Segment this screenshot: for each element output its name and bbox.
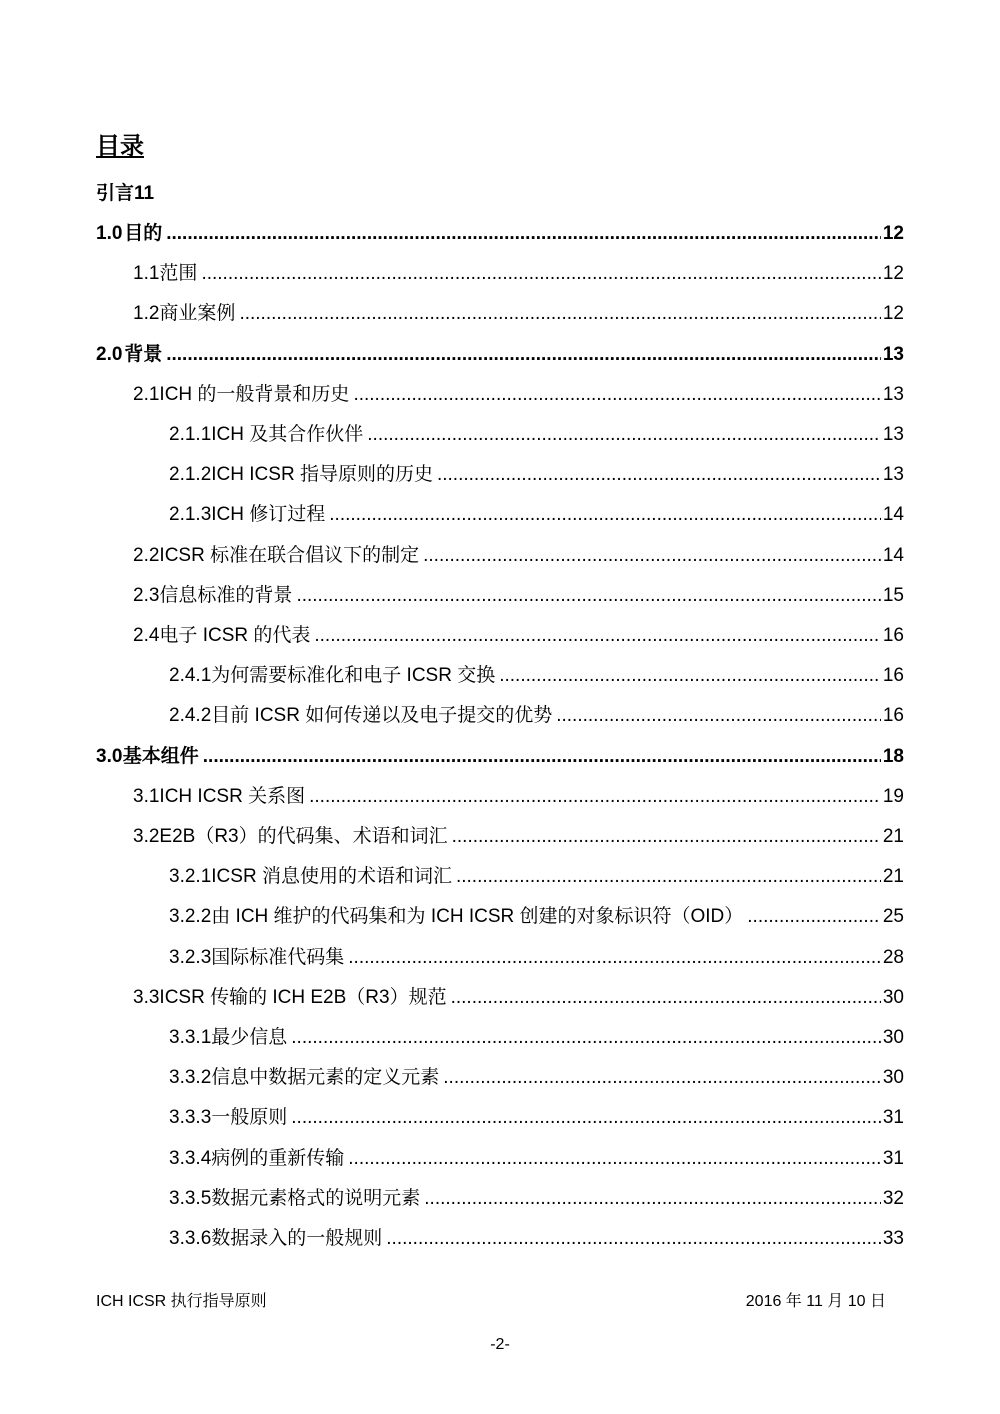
toc-entry[interactable] (133, 622, 904, 650)
toc-dot-leader (166, 220, 881, 248)
toc-dot-leader (348, 1145, 881, 1173)
toc-entry[interactable] (169, 1024, 904, 1052)
toc-entry-page: 12 (882, 223, 904, 244)
toc-entry-number: 3.3.2 (169, 1067, 212, 1089)
toc-entry[interactable] (133, 984, 904, 1012)
toc-entry-number: 3.2.1 (169, 866, 212, 888)
toc-dot-leader (309, 783, 881, 811)
toc-entry[interactable] (96, 220, 904, 248)
toc-dot-leader (329, 501, 881, 529)
toc-intro: 引言11 (96, 183, 155, 204)
toc-dot-leader (452, 823, 881, 851)
toc-title: 目录 (96, 133, 144, 160)
toc-entry[interactable] (169, 702, 904, 730)
toc-entry-page: 16 (882, 665, 904, 687)
toc-entry-number: 2.2 (133, 544, 160, 566)
toc-entry[interactable] (133, 542, 904, 570)
toc-entry-page: 13 (882, 464, 904, 486)
toc-entry-number: 3.3.6 (169, 1228, 212, 1249)
toc-dot-leader (747, 903, 881, 931)
toc-entry-number: 2.1.2 (169, 464, 212, 486)
toc-entry-page: 30 (882, 986, 904, 1008)
toc-entry-title: ICH ICSR 指导原则的历史 (211, 464, 433, 486)
footer-document-title: ICH ICSR 执行指导原则 (96, 1293, 267, 1310)
toc-entry-page: 21 (882, 826, 904, 847)
toc-entry-number: 2.3 (133, 584, 160, 606)
toc-entry-number: 3.3 (133, 986, 160, 1008)
toc-entry-title: 电子 ICSR 的代表 (159, 625, 311, 646)
toc-entry-page: 14 (882, 504, 904, 526)
toc-dot-leader (443, 1064, 881, 1092)
toc-entry-page: 14 (882, 544, 904, 566)
toc-entry[interactable] (169, 903, 904, 931)
toc-entry-number: 1.2 (133, 303, 160, 325)
toc-dot-leader (437, 461, 881, 489)
toc-entry-number: 2.1 (133, 383, 160, 405)
toc-dot-leader (314, 622, 880, 650)
toc-entry-page: 13 (882, 343, 904, 365)
toc-entry-title: ICH 及其合作伙伴 (211, 424, 364, 445)
toc-dot-leader (353, 381, 880, 409)
toc-entry-page: 32 (882, 1187, 904, 1209)
toc-dot-leader (203, 743, 881, 771)
toc-dot-leader (201, 260, 880, 288)
toc-dot-leader (499, 662, 881, 690)
toc-entry-number: 3.3.4 (169, 1147, 212, 1169)
toc-entry-number: 2.1.3 (169, 504, 212, 526)
toc-entry[interactable] (133, 823, 904, 851)
toc-entry-title: ICH ICSR 关系图 (159, 785, 306, 807)
toc-entry-title: ICSR 消息使用的术语和词汇 (211, 866, 452, 888)
toc-entry-page: 12 (882, 263, 904, 285)
toc-entry[interactable] (169, 1185, 904, 1213)
toc-entry[interactable] (169, 662, 904, 690)
toc-entry-title: 信息标准的背景 (159, 584, 293, 606)
toc-entry-page: 19 (882, 785, 904, 807)
toc-entry-title: 数据元素格式的说明元素 (211, 1187, 421, 1209)
toc-entry-number: 3.2 (133, 826, 160, 847)
toc-entry-number: 3.3.1 (169, 1027, 212, 1048)
toc-entry-number: 2.0 (96, 343, 123, 365)
toc-entry-title: ICSR 标准在联合倡议下的制定 (159, 544, 420, 566)
toc-entry-title: 基本组件 (122, 745, 199, 767)
toc-entry-page: 33 (882, 1228, 904, 1249)
toc-dot-leader (166, 341, 881, 369)
toc-entry[interactable] (169, 1145, 904, 1173)
toc-entry-title: 由 ICH 维护的代码集和为 ICH ICSR 创建的对象标识符（OID） (211, 906, 744, 928)
toc-entry-title: 背景 (124, 343, 163, 365)
toc-entry[interactable] (96, 743, 904, 771)
toc-entry-page: 12 (882, 303, 904, 325)
toc-dot-leader (348, 944, 881, 972)
toc-entry-title: 目的 (124, 223, 163, 244)
toc-entry[interactable] (133, 381, 904, 409)
toc-entry-number: 2.1.1 (169, 424, 212, 445)
toc-dot-leader (424, 1185, 881, 1213)
toc-entry[interactable] (169, 421, 904, 449)
toc-entry-page: 18 (882, 745, 904, 767)
toc-entry[interactable] (133, 260, 904, 288)
toc-entry-title: 一般原则 (211, 1107, 288, 1129)
page-number: -2- (490, 1336, 510, 1353)
toc-entry[interactable] (169, 1225, 904, 1253)
toc-entry[interactable] (96, 341, 904, 369)
toc-dot-leader (456, 863, 881, 891)
toc-entry-title: 信息中数据元素的定义元素 (211, 1067, 440, 1089)
toc-entry-title: ICH 修订过程 (211, 504, 326, 526)
toc-entry-number: 3.3.3 (169, 1107, 212, 1129)
toc-entry-page: 25 (882, 906, 904, 928)
toc-entry-title: 为何需要标准化和电子 ICSR 交换 (211, 665, 496, 687)
toc-entry-title: ICSR 传输的 ICH E2B（R3）规范 (159, 986, 447, 1008)
toc-dot-leader (451, 984, 881, 1012)
toc-entry-page: 30 (882, 1067, 904, 1089)
toc-entry-page: 13 (882, 383, 904, 405)
toc-entry[interactable] (169, 1104, 904, 1132)
toc-entry-title: E2B（R3）的代码集、术语和词汇 (159, 826, 448, 847)
toc-entry[interactable] (133, 582, 904, 610)
toc-dot-leader (386, 1225, 881, 1253)
toc-dot-leader (367, 421, 881, 449)
footer-date: 2016 年 11 月 10 日 (745, 1293, 886, 1310)
toc-dot-leader (423, 542, 881, 570)
toc-entry-number: 3.0 (96, 745, 123, 767)
toc-entry-title: 最少信息 (211, 1027, 288, 1048)
toc-dot-leader (291, 1024, 881, 1052)
toc-entry[interactable] (133, 300, 904, 328)
toc-entry[interactable] (169, 863, 904, 891)
toc-entry-page: 16 (882, 705, 904, 727)
toc-entry-number: 2.4.1 (169, 665, 212, 687)
toc-entry-page: 16 (882, 625, 904, 646)
toc-entry-number: 3.2.2 (169, 906, 212, 928)
toc-entry-number: 3.2.3 (169, 946, 212, 968)
toc-dot-leader (296, 582, 880, 610)
toc-entry[interactable] (133, 783, 904, 811)
toc-entry-number: 2.4.2 (169, 705, 212, 727)
toc-entry-page: 13 (882, 424, 904, 445)
toc-dot-leader (239, 300, 880, 328)
toc-entry-title: ICH 的一般背景和历史 (159, 383, 350, 405)
toc-dot-leader (291, 1104, 881, 1132)
toc-entry-number: 3.3.5 (169, 1187, 212, 1209)
toc-entry-page: 31 (882, 1147, 904, 1169)
toc-entry-page: 28 (882, 946, 904, 968)
toc-entry-title: 目前 ICSR 如何传递以及电子提交的优势 (211, 705, 553, 727)
toc-entry-number: 1.1 (133, 263, 160, 285)
toc-entry-page: 15 (882, 584, 904, 606)
toc-entry[interactable] (169, 461, 904, 489)
toc-entry-title: 数据录入的一般规则 (211, 1228, 383, 1249)
toc-entry-number: 1.0 (96, 223, 123, 244)
toc-entry-title: 病例的重新传输 (211, 1147, 345, 1169)
toc-dot-leader (556, 702, 881, 730)
toc-entry-page: 30 (882, 1027, 904, 1048)
toc-entry-number: 2.4 (133, 625, 160, 646)
toc-entry-title: 范围 (159, 263, 198, 285)
toc-entry-page: 31 (882, 1107, 904, 1129)
toc-entry[interactable] (169, 1064, 904, 1092)
toc-entry[interactable] (169, 501, 904, 529)
toc-entry-title: 国际标准代码集 (211, 946, 345, 968)
toc-entry-title: 商业案例 (159, 303, 236, 325)
toc-entry[interactable] (169, 944, 904, 972)
toc-entry-number: 3.1 (133, 785, 160, 807)
toc-entry-page: 21 (882, 866, 904, 888)
